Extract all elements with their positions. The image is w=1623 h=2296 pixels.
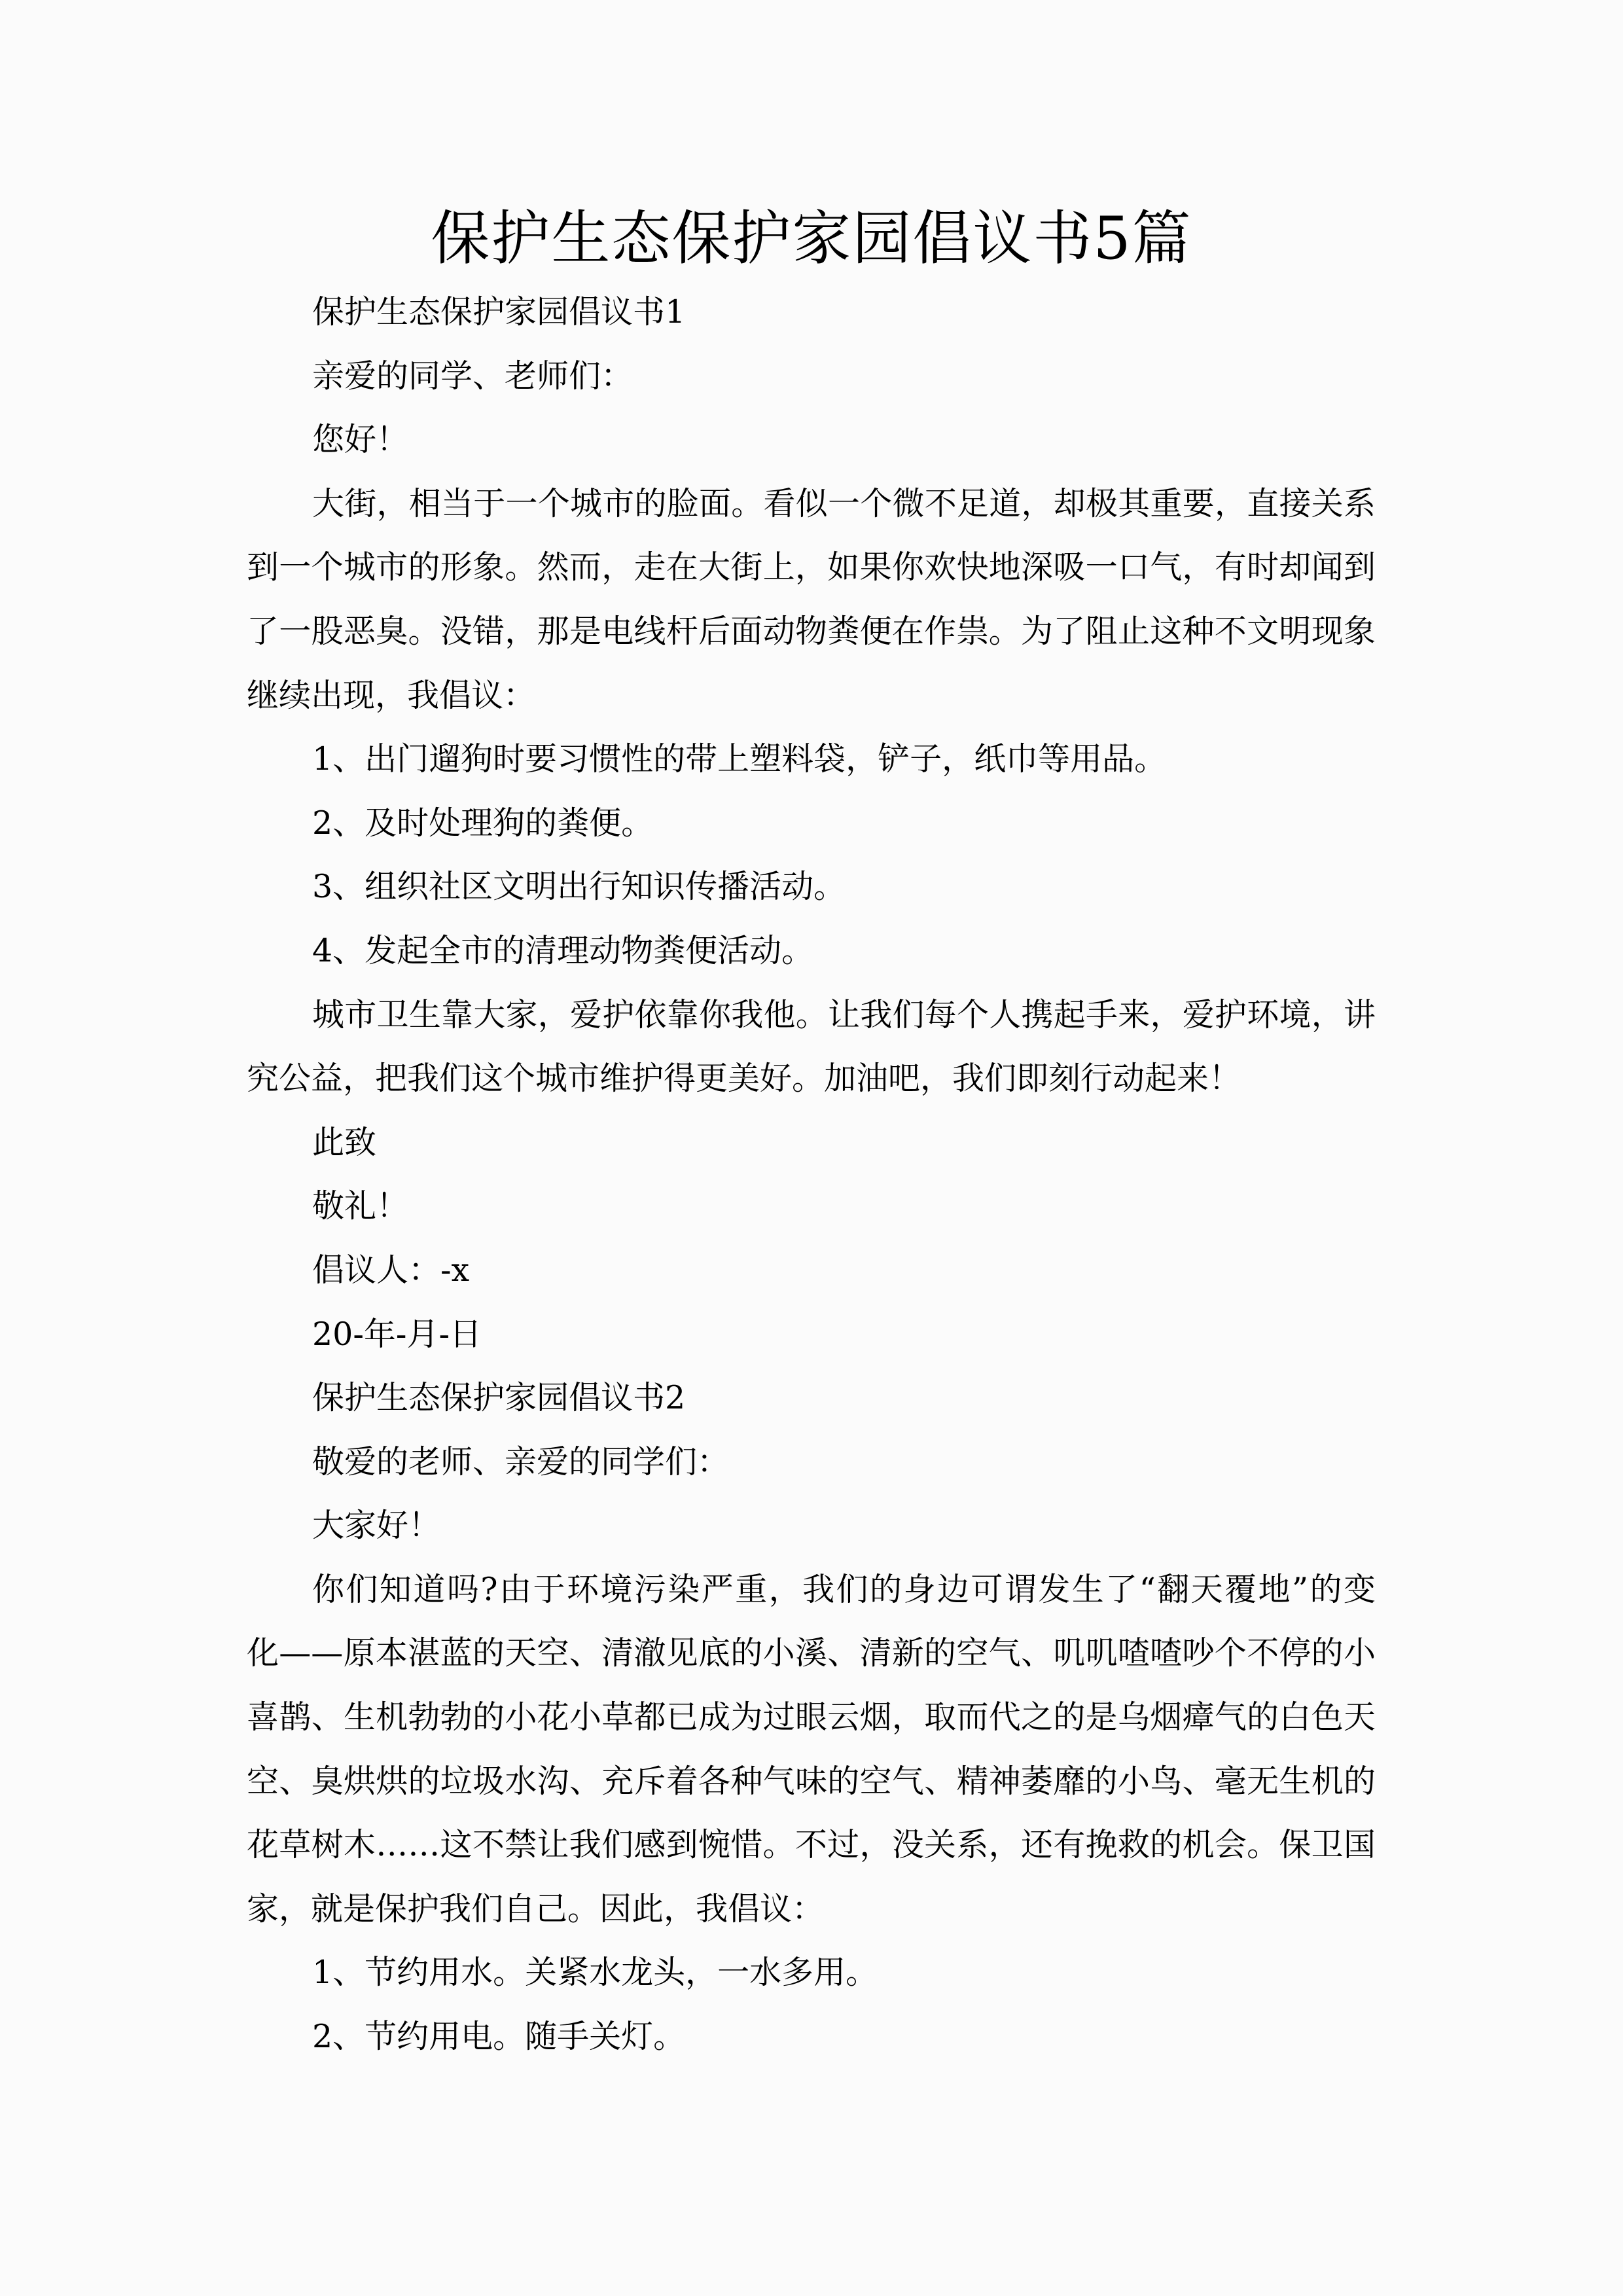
paragraph-line: 空、臭烘烘的垃圾水沟、充斥着各种气味的空气、精神萎靡的小鸟、毫无生机的 [247,1762,1376,1800]
letter2-proposal-list [247,1941,1376,2068]
paragraph-line: 大街，相当于一个城市的脸面。看似一个微不足道，却极其重要，直接关系 [312,484,1376,522]
document-body [247,280,1376,2069]
list-item: 1、节约用水。关紧水龙头，一水多用。 [312,1954,878,1992]
paragraph-line: 喜鹊、生机勃勃的小花小草都已成为过眼云烟，取而代之的是乌烟瘴气的白色天 [247,1698,1376,1736]
letter2-greeting: 大家好！ [312,1507,441,1545]
paragraph-line: 到一个城市的形象。然而，走在大街上，如果你欢快地深吸一口气，有时却闻到 [247,548,1376,586]
list-item: 1、出门遛狗时要习惯性的带上塑料袋，铲子，纸巾等用品。 [312,740,1167,778]
letter1-date: 20-年-月-日 [312,1315,482,1353]
letter1-intro-paragraph [247,472,1376,727]
paragraph-line: 究公益，把我们这个城市维护得更美好。加油吧，我们即刻行动起来！ [247,1060,1241,1098]
letter1-sign-off-2: 敬礼！ [312,1187,409,1225]
paragraph-line: 化——原本湛蓝的天空、清澈见底的小溪、清新的空气、叽叽喳喳吵个不停的小 [247,1634,1376,1672]
paragraph-line: 城市卫生靠大家，爱护依靠你我他。让我们每个人携起手来，爱护环境，讲 [312,996,1376,1033]
list-item: 4、发起全市的清理动物粪便活动。 [312,931,814,969]
letter1-greeting: 您好！ [312,421,409,459]
letter2-heading: 保护生态保护家园倡议书2 [312,1379,686,1417]
paragraph-line: 家，就是保护我们自己。因此，我倡议： [247,1890,825,1928]
list-item: 2、及时处理狗的粪便。 [312,804,654,842]
paragraph-line: 了一股恶臭。没错，那是电线杆后面动物粪便在作祟。为了阻止这种不文明现象 [247,612,1376,650]
document-title: 保护生态保护家园倡议书5篇 [431,204,1192,273]
letter1-salutation: 亲爱的同学、老师们： [312,357,633,395]
letter1-signer: 倡议人：-x [312,1251,470,1289]
letter1-proposal-list [247,727,1376,982]
letter1-heading: 保护生态保护家园倡议书1 [312,293,686,331]
letter2-salutation: 敬爱的老师、亲爱的同学们： [312,1443,730,1480]
letter1-closing-paragraph [247,983,1376,1111]
list-item: 3、组织社区文明出行知识传播活动。 [312,868,846,906]
paragraph-line: 花草树木……这不禁让我们感到惋惜。不过，没关系，还有挽救的机会。保卫国 [247,1826,1376,1864]
letter1-sign-off-1: 此致 [312,1123,377,1161]
paragraph-line: 你们知道吗?由于环境污染严重，我们的身边可谓发生了“翻天覆地”的变 [312,1570,1376,1608]
paragraph-line: 继续出现，我倡议： [247,676,536,714]
list-item: 2、节约用电。随手关灯。 [312,2018,686,2056]
letter2-intro-paragraph [247,1558,1376,1941]
